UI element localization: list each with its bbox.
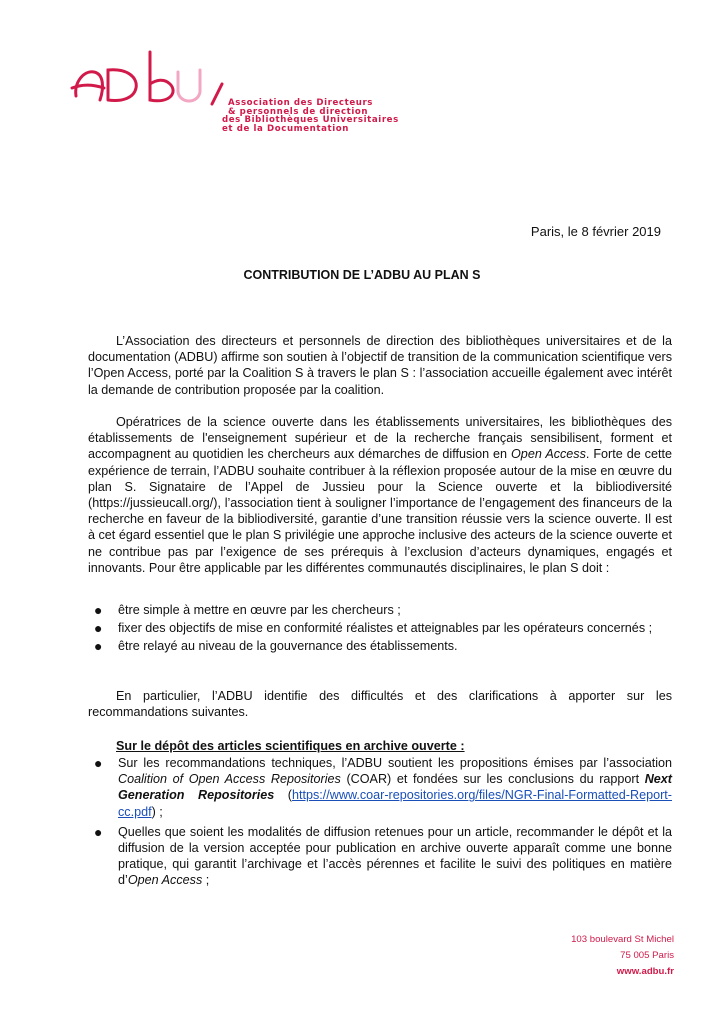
text-run: ; xyxy=(202,873,210,888)
bullet-icon: ● xyxy=(94,755,103,771)
paragraph-transition: En particulier, l’ADBU identifie des difficultés et des clarifications à apporter sur les recommandations suivantes. xyxy=(88,689,672,720)
bullet-icon: ● xyxy=(94,602,103,618)
text-run: (COAR) et fondées sur les conclusions du rapport xyxy=(340,772,645,787)
list-item-text: être relayé au niveau de la gouvernance des établissements. xyxy=(118,639,458,654)
section-list xyxy=(88,755,672,889)
coar-report-link[interactable]: https://www.coar-repositories.org/files/NGR-Final-Formatted-Report-cc.pdf xyxy=(118,788,672,819)
address-line: 103 boulevard St Michel xyxy=(571,934,674,945)
paragraph-context xyxy=(88,414,672,576)
logo-line: Association des Directeurs xyxy=(228,98,374,108)
bullet-icon: ● xyxy=(94,620,103,637)
text-run: ( xyxy=(274,788,292,803)
logo-tagline xyxy=(222,98,399,134)
text-run: . Forte de cette expérience de terrain, l’ADBU souhaite contribuer à la réflexion proposée autour de la mise en œuvre du plan S. Signataire de l’Appel de Jussieu pour la Science ouverte et la bibliodiversité (https://jussieucall.org/), l’association tient à souligner l’importance de l’engagement des financeurs de la recherche en faveur de la bibliodiversité, garantie d’une transition réussie vers la science ouverte. Il est à cet égard essentiel que le plan S privilégie une approche inclusive des acteurs de la science ouverte et ne contribue pas par l’exigence de ses prérequis à l’exclusion d’acteurs dynamiques, engagés et innovants. Pour être applicable par les différentes communautés disciplinaires, le plan S doit : xyxy=(88,447,672,575)
logo-line: et de la Documentation xyxy=(222,123,349,134)
place-date: Paris, le 8 février 2019 xyxy=(530,224,661,239)
emphasis: Open Access xyxy=(511,447,586,462)
requirements-list xyxy=(88,602,672,655)
text-run: ) ; xyxy=(151,804,163,819)
list-item xyxy=(88,824,672,889)
list-item xyxy=(88,620,672,636)
text-run: Quelles que soient les modalités de diffusion retenues pour un article, recommander le dépôt et la diffusion de la version acceptée pour publication en archive ouverte apparaît comme une bonne pratique, qui garantit l’archivage et l’accès pérennes et facilite le suivi des politiques en matière d’ xyxy=(118,824,672,888)
list-item-text: être simple à mettre en œuvre par les chercheurs ; xyxy=(118,603,401,617)
list-item xyxy=(88,602,672,618)
paragraph-intro: L’Association des directeurs et personnels de direction des bibliothèques universitaires et de la documentation (ADBU) affirme son soutien à l’objectif de transition de la communication scientifique vers l’Open Access, porté par la Coalition S à travers le plan S : l’association accueille également avec intérêt la demande de contribution proposée par la coalition. xyxy=(88,334,672,397)
logo-line: des Bibliothèques Universitaires xyxy=(222,115,399,126)
list-item-text: fixer des objectifs de mise en conformité réalistes et atteignables par les opérateurs concernés ; xyxy=(118,621,653,636)
document-title: CONTRIBUTION DE L’ADBU AU PLAN S xyxy=(243,268,481,282)
emphasis: Open Access xyxy=(127,873,203,888)
list-item xyxy=(88,638,672,654)
bullet-icon: ● xyxy=(94,823,103,840)
bullet-icon: ● xyxy=(94,638,103,655)
address-line: 75 005 Paris xyxy=(620,950,674,961)
text-run: Sur les recommandations techniques, l’ADBU soutient les propositions émises par l’association xyxy=(118,756,672,770)
website-link[interactable]: www.adbu.fr xyxy=(616,966,674,977)
emphasis: Next Generation Repositories xyxy=(118,772,672,803)
footer-address xyxy=(571,932,674,980)
logo-line: & personnels de direction xyxy=(228,106,369,117)
list-item xyxy=(88,755,672,820)
emphasis: Coalition of Open Access Repositories xyxy=(118,772,341,787)
text-run: Opératrices de la science ouverte dans les établissements universitaires, les bibliothèques des établissements de l'enseignement supérieur et de la recherche français sensibilisent, forment et accompagnent au quotidien les chercheurs aux démarches de diffusion en xyxy=(88,415,672,462)
section-heading: Sur le dépôt des articles scientifiques en archive ouverte : xyxy=(116,739,465,753)
